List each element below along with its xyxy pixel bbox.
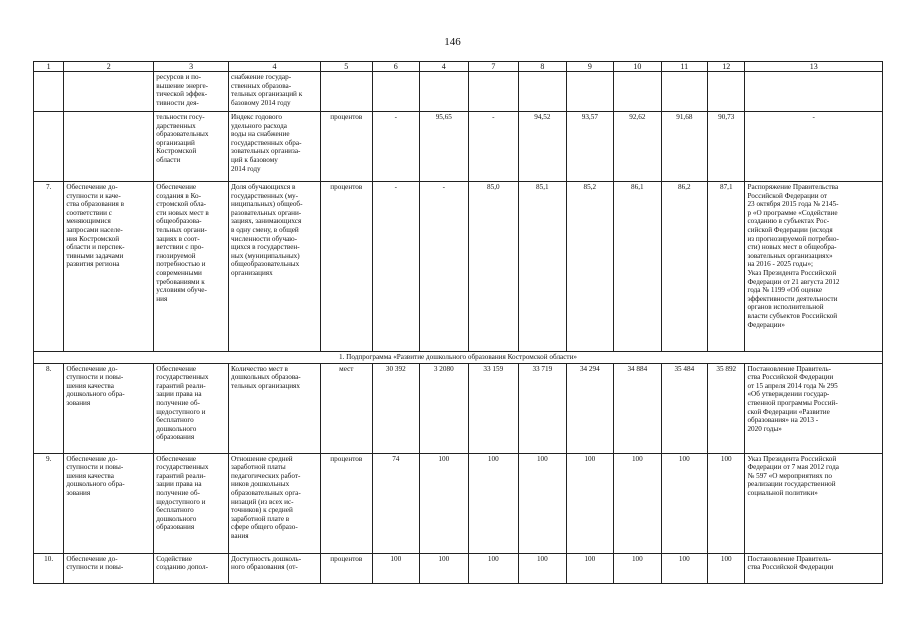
value-cell-text: 86,1 bbox=[631, 183, 644, 191]
goal-cell bbox=[64, 72, 154, 112]
value-cell bbox=[614, 72, 662, 112]
value-cell bbox=[519, 112, 567, 182]
value-cell bbox=[614, 453, 662, 553]
column-header: 3 bbox=[154, 62, 229, 72]
value-cell-text: 87,1 bbox=[719, 183, 733, 191]
value-cell bbox=[420, 453, 469, 553]
indicator-cell-text: Количество мест в дошкольных образова- тельных организациях bbox=[231, 364, 301, 390]
row-number-cell-text: 10. bbox=[44, 554, 54, 563]
basis-cell bbox=[745, 72, 883, 112]
value-cell bbox=[420, 72, 469, 112]
value-cell bbox=[372, 553, 420, 583]
value-cell bbox=[708, 553, 745, 583]
value-cell-text: 100 bbox=[720, 554, 732, 563]
value-cell bbox=[420, 363, 469, 453]
goal-cell bbox=[64, 112, 154, 182]
value-cell bbox=[661, 453, 707, 553]
value-cell-text: 3 2080 bbox=[433, 364, 454, 373]
value-cell-text: 85,2 bbox=[583, 183, 597, 191]
task-cell-text: Обеспечение государственных гарантий реали- зации права на получение об- щедоступного и бесплатного дошкольного образования bbox=[156, 454, 209, 532]
column-header: 11 bbox=[661, 62, 707, 72]
indicator-cell-text: Отношение средней заработной платы педагогических работ- ников дошкольных образовательных орга- низаций (из всех ис- точников) к средней заработной плате в сфере общего образо- вания bbox=[231, 454, 301, 540]
value-cell-text: 100 bbox=[536, 454, 548, 463]
value-cell-text: 100 bbox=[438, 554, 450, 563]
task-cell bbox=[154, 72, 229, 112]
value-cell-text: 93,57 bbox=[581, 113, 598, 121]
row-number-cell bbox=[34, 72, 64, 112]
value-cell bbox=[708, 363, 745, 453]
goal-cell-text: Обеспечение до- ступности и каче- ства образования в соответствии с меняющимися запросами населе- ния Костромской области и перспек- тивными задачами развития региона bbox=[66, 183, 125, 269]
value-cell bbox=[614, 112, 662, 182]
value-cell-text: 34 884 bbox=[627, 364, 648, 373]
task-cell bbox=[154, 553, 229, 583]
value-cell bbox=[468, 182, 519, 352]
value-cell-text: 100 bbox=[390, 554, 402, 563]
column-header: 8 bbox=[519, 62, 567, 72]
indicator-cell bbox=[229, 112, 321, 182]
table-row bbox=[34, 553, 883, 583]
value-cell-text: 92,62 bbox=[629, 113, 646, 121]
value-cell bbox=[420, 553, 469, 583]
value-cell-text: 100 bbox=[487, 554, 499, 563]
value-cell-text: 100 bbox=[584, 454, 596, 463]
value-cell bbox=[661, 363, 707, 453]
value-cell-text: 100 bbox=[631, 554, 643, 563]
value-cell bbox=[372, 453, 420, 553]
indicator-cell bbox=[229, 72, 321, 112]
value-cell bbox=[614, 363, 662, 453]
value-cell-text: 33 159 bbox=[483, 364, 504, 373]
value-cell-text: 90,73 bbox=[718, 113, 735, 121]
unit-cell bbox=[321, 453, 373, 553]
indicator-cell-text: Индекс годового удельного расхода воды на снабжение государственных обра- зовательных организа- ций к базовому 2014 году bbox=[231, 113, 302, 173]
value-cell bbox=[372, 72, 420, 112]
value-cell bbox=[708, 453, 745, 553]
value-cell bbox=[566, 553, 614, 583]
value-cell bbox=[566, 182, 614, 352]
value-cell bbox=[566, 72, 614, 112]
goal-cell bbox=[64, 363, 154, 453]
table-row bbox=[34, 112, 883, 182]
goal-cell-text: Обеспечение до- ступности и повы- bbox=[66, 554, 124, 572]
value-cell-text: 35 892 bbox=[716, 364, 737, 373]
indicator-cell-text: Доля обучающихся в государственных (му- ниципальных) общеоб- разовательных органи- зациях, занимающихся в одну смену, в общей численности обучаю- щихся в государствен- ных (муниципальных) общеобразовательных организациях bbox=[231, 183, 303, 277]
column-header: 13 bbox=[745, 62, 883, 72]
value-cell bbox=[468, 363, 519, 453]
value-cell-text: 86,2 bbox=[678, 183, 691, 191]
value-cell-text: 100 bbox=[487, 454, 499, 463]
page-number: 146 bbox=[444, 36, 461, 48]
task-cell bbox=[154, 363, 229, 453]
column-header: 7 bbox=[468, 62, 519, 72]
unit-cell bbox=[321, 112, 373, 182]
row-number-cell-text: 9. bbox=[45, 454, 52, 463]
goal-cell-text: Обеспечение до- ступности и повы- шения качества дошкольного обра- зования bbox=[66, 364, 125, 407]
row-number-cell bbox=[34, 182, 64, 352]
value-cell-text: 35 484 bbox=[674, 364, 695, 373]
row-number-cell bbox=[34, 553, 64, 583]
value-cell bbox=[420, 112, 469, 182]
basis-cell-text: Постановление Правитель- ства Российской Федерации bbox=[747, 554, 834, 572]
column-header: 9 bbox=[566, 62, 614, 72]
indicator-cell-text: снабжение государ- ственных образова- тельных организаций к базовому 2014 году bbox=[231, 73, 303, 107]
value-cell bbox=[519, 182, 567, 352]
value-cell-text: 94,52 bbox=[534, 113, 551, 121]
basis-cell bbox=[745, 363, 883, 453]
value-cell-text: 100 bbox=[584, 554, 596, 563]
table-row bbox=[34, 363, 883, 453]
unit-cell bbox=[321, 182, 373, 352]
indicators-table bbox=[33, 61, 883, 584]
value-cell bbox=[708, 72, 745, 112]
task-cell bbox=[154, 453, 229, 553]
value-cell bbox=[519, 72, 567, 112]
value-cell bbox=[661, 182, 707, 352]
row-number-cell bbox=[34, 453, 64, 553]
indicator-cell-text: Доступность дошколь- ного образования (от- bbox=[231, 554, 302, 572]
value-cell-text: 85,0 bbox=[487, 183, 500, 191]
value-cell bbox=[519, 553, 567, 583]
task-cell-text: Обеспечение создания в Ко- стромской обла- сти новых мест в общеобразова- тельных органи- зациях в соот- ветствии с про- гнозируемой потребностью и современными требованиями к условиям обуче- ния bbox=[156, 183, 209, 303]
value-cell bbox=[468, 553, 519, 583]
column-header: 2 bbox=[64, 62, 154, 72]
value-cell-text: 34 294 bbox=[579, 364, 600, 373]
table-row bbox=[34, 182, 883, 352]
unit-cell-text: процентов bbox=[330, 113, 363, 121]
row-number-cell bbox=[34, 112, 64, 182]
value-cell bbox=[566, 453, 614, 553]
task-cell-text: Обеспечение государственных гарантий реали- зации права на получение об- щедоступного и бесплатного дошкольного образования bbox=[156, 364, 209, 442]
value-cell bbox=[661, 112, 707, 182]
basis-cell-text: Распоряжение Правительства Российской Федерации от 23 октября 2015 года № 2145- р «О программе «Содействие созданию в субъектах Рос- сийской Федерации (исходя из прогнозируемой потребно- сти) новых мест в общеобра- зовательных организациях» на 2016 - 2025 годы»; Указ Президента Российской Федерации от 21 августа 2012 года № 1199 «Об оценке эффективности деятельности органов исполнительной власти субъектов Российской Федерации» bbox=[747, 183, 840, 329]
row-number-cell bbox=[34, 363, 64, 453]
basis-cell bbox=[745, 553, 883, 583]
value-cell-text: 74 bbox=[392, 454, 400, 463]
value-cell-text: - bbox=[394, 113, 397, 121]
value-cell bbox=[372, 363, 420, 453]
value-cell-text: - bbox=[394, 183, 397, 191]
basis-cell-text: Постановление Правитель- ства Российской Федерации от 15 апреля 2014 года № 295 «Об утверждении государ- ственной программы Россий- ской Федерации «Развитие образования» на 2013 - 2020 годы» bbox=[747, 364, 838, 433]
column-header: 4 bbox=[420, 62, 469, 72]
value-cell-text: 30 392 bbox=[385, 364, 406, 373]
value-cell bbox=[708, 112, 745, 182]
value-cell bbox=[566, 112, 614, 182]
value-cell-text: 100 bbox=[720, 454, 732, 463]
unit-cell-text: процентов bbox=[330, 454, 363, 463]
task-cell bbox=[154, 112, 229, 182]
column-header: 1 bbox=[34, 62, 64, 72]
goal-cell bbox=[64, 553, 154, 583]
basis-cell bbox=[745, 182, 883, 352]
goal-cell bbox=[64, 453, 154, 553]
value-cell-text: 100 bbox=[631, 454, 643, 463]
unit-cell bbox=[321, 363, 373, 453]
value-cell bbox=[708, 182, 745, 352]
header-row bbox=[34, 62, 883, 72]
goal-cell bbox=[64, 182, 154, 352]
value-cell bbox=[566, 363, 614, 453]
value-cell bbox=[519, 363, 567, 453]
value-cell bbox=[519, 453, 567, 553]
column-header: 6 bbox=[372, 62, 420, 72]
unit-cell bbox=[321, 72, 373, 112]
value-cell bbox=[614, 182, 662, 352]
value-cell bbox=[372, 112, 420, 182]
value-cell-text: 33 719 bbox=[532, 364, 553, 373]
goal-cell-text: Обеспечение до- ступности и повы- шения качества дошкольного обра- зования bbox=[66, 454, 125, 497]
basis-cell-text: Указ Президента Российской Федерации от 7 мая 2012 года № 597 «О мероприятиях по реализации государственной социальной политики» bbox=[747, 454, 839, 497]
column-header: 10 bbox=[614, 62, 662, 72]
basis-cell-text: - bbox=[812, 113, 815, 121]
indicator-cell bbox=[229, 182, 321, 352]
column-header: 4 bbox=[229, 62, 321, 72]
column-header: 5 bbox=[321, 62, 373, 72]
value-cell-text: 100 bbox=[536, 554, 548, 563]
task-cell-text: ресурсов и по- вышение энерге- тической эффек- тивности дея- bbox=[156, 73, 209, 107]
value-cell bbox=[372, 182, 420, 352]
row-number-cell-text: 8. bbox=[45, 364, 52, 373]
section-row bbox=[34, 352, 883, 364]
table-row bbox=[34, 453, 883, 553]
value-cell-text: 100 bbox=[678, 554, 690, 563]
task-cell bbox=[154, 182, 229, 352]
value-cell bbox=[661, 72, 707, 112]
table-row bbox=[34, 72, 883, 112]
unit-cell-text: процентов bbox=[330, 554, 363, 563]
unit-cell-text: мест bbox=[339, 364, 354, 373]
value-cell bbox=[468, 112, 519, 182]
value-cell-text: - bbox=[442, 183, 445, 191]
value-cell-text: 91,68 bbox=[676, 113, 693, 121]
unit-cell bbox=[321, 553, 373, 583]
value-cell-text: - bbox=[492, 113, 495, 121]
task-cell-text: тельности госу- дарственных образовательных организаций Костромской области bbox=[156, 113, 209, 164]
task-cell-text: Содействие созданию допол- bbox=[156, 554, 209, 572]
value-cell-text: 85,1 bbox=[536, 183, 549, 191]
value-cell bbox=[468, 72, 519, 112]
value-cell bbox=[468, 453, 519, 553]
section-title: 1. Подпрограмма «Развитие дошкольного образования Костромской области» bbox=[34, 352, 883, 364]
indicator-cell bbox=[229, 363, 321, 453]
value-cell-text: 100 bbox=[438, 454, 450, 463]
value-cell bbox=[420, 182, 469, 352]
value-cell bbox=[614, 553, 662, 583]
value-cell-text: 100 bbox=[678, 454, 690, 463]
indicator-cell bbox=[229, 553, 321, 583]
unit-cell-text: процентов bbox=[330, 183, 363, 191]
basis-cell bbox=[745, 453, 883, 553]
value-cell bbox=[661, 553, 707, 583]
value-cell-text: 95,65 bbox=[435, 113, 452, 121]
indicator-cell bbox=[229, 453, 321, 553]
row-number-cell-text: 7. bbox=[45, 183, 52, 191]
column-header: 12 bbox=[708, 62, 745, 72]
basis-cell bbox=[745, 112, 883, 182]
